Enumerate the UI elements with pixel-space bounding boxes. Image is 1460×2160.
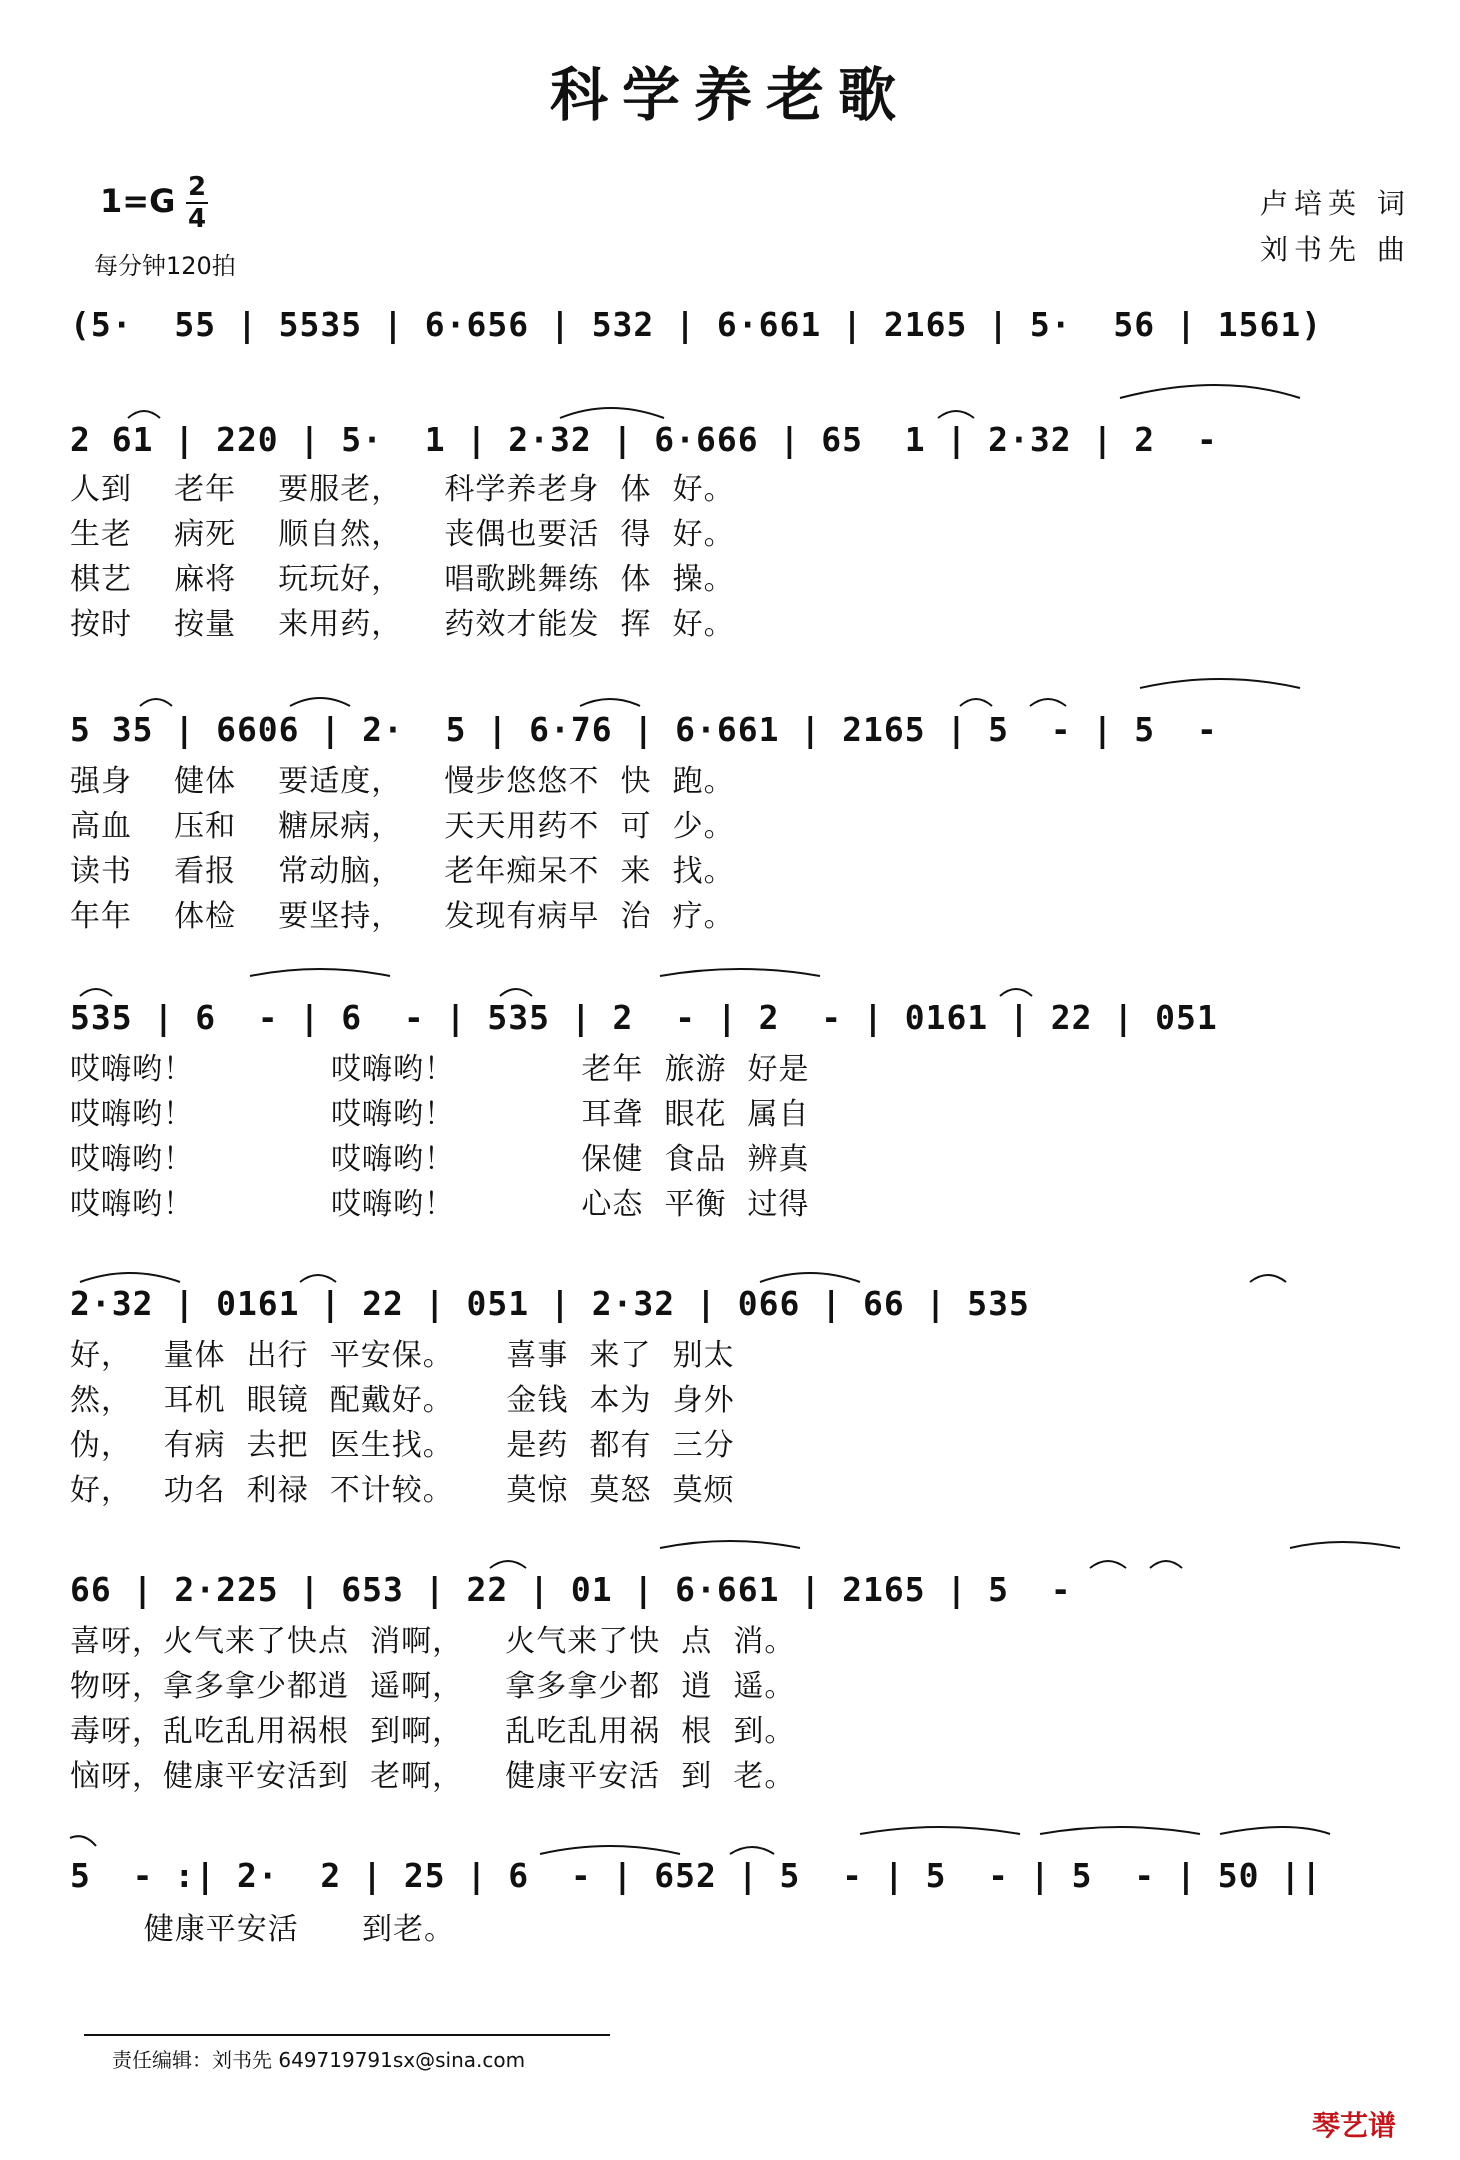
system-2-lyric-verse-3: 读书 看报 常动脑， 老年痴呆不 来 找。 bbox=[70, 854, 735, 889]
key-signature: 1=G bbox=[100, 182, 176, 220]
brand-logo-text: 琴艺谱 bbox=[1312, 2109, 1397, 2142]
system-2-lyric-verse-1: 强身 健体 要适度， 慢步悠悠不 快 跑。 bbox=[70, 764, 735, 799]
system-5-lyric-verse-4: 恼呀，健康平安活到 老啊， 健康平安活 到 老。 bbox=[70, 1759, 796, 1794]
system-4-lyric-verse-2: 然， 耳机 眼镜 配戴好。 金钱 本为 身外 bbox=[70, 1383, 735, 1418]
system-1-lyric-verse-4: 按时 按量 来用药， 药效才能发 挥 好。 bbox=[70, 607, 735, 642]
system-3-notation: 535 | 6 - | 6 - | 535 | 2 - | 2 - | 0161 | 22 | 051 bbox=[70, 998, 1218, 1037]
footer-rule bbox=[84, 2034, 610, 2036]
system-4-notation: 2·32 | 0161 | 22 | 051 | 2·32 | 066 | 66 | 535 bbox=[70, 1284, 1030, 1323]
system-6-lyric-verse-1: 健康平安活 到老。 bbox=[70, 1912, 455, 1947]
system-3-lyric-verse-1: 哎嗨哟！ 哎嗨哟！ 老年 旅游 好是 bbox=[70, 1052, 810, 1087]
time-signature-top: 2 bbox=[187, 172, 207, 202]
system-3-lyric-verse-2: 哎嗨哟！ 哎嗨哟！ 耳聋 眼花 属自 bbox=[70, 1097, 810, 1132]
editor-credit: 责任编辑：刘书先 649719791sx@sina.com bbox=[112, 2048, 526, 2072]
system-5-lyric-verse-1: 喜呀，火气来了快点 消啊， 火气来了快 点 消。 bbox=[70, 1624, 796, 1659]
system-3-lyric-verse-3: 哎嗨哟！ 哎嗨哟！ 保健 食品 辨真 bbox=[70, 1142, 810, 1177]
system-5-lyric-verse-2: 物呀，拿多拿少都逍 遥啊， 拿多拿少都 逍 遥。 bbox=[70, 1669, 796, 1704]
system-5-lyric-verse-3: 毒呀，乱吃乱用祸根 到啊， 乱吃乱用祸 根 到。 bbox=[70, 1714, 796, 1749]
brand-logo bbox=[1312, 2104, 1396, 2144]
time-signature-bottom: 4 bbox=[187, 204, 207, 234]
system-1-lyric-verse-1: 人到 老年 要服老， 科学养老身 体 好。 bbox=[70, 472, 735, 507]
lyricist-credit: 卢培英 词 bbox=[1260, 187, 1411, 220]
system-5-notation: 66 | 2·225 | 653 | 22 | 01 | 6·661 | 2165 | 5 - bbox=[70, 1570, 1072, 1609]
tempo-marking: 每分钟120拍 bbox=[94, 252, 236, 280]
system-2-notation: 5 35 | 6606 | 2· 5 | 6·76 | 6·661 | 2165 | 5 - | 5 - bbox=[70, 710, 1218, 749]
system-4-lyric-verse-1: 好， 量体 出行 平安保。 喜事 来了 别太 bbox=[70, 1338, 735, 1373]
song-title: 科学养老歌 bbox=[549, 61, 910, 129]
system-3-lyric-verse-4: 哎嗨哟！ 哎嗨哟！ 心态 平衡 过得 bbox=[70, 1187, 810, 1222]
composer-credit: 刘书先 曲 bbox=[1260, 233, 1411, 266]
system-2-lyric-verse-4: 年年 体检 要坚持， 发现有病早 治 疗。 bbox=[70, 899, 735, 934]
system-1-lyric-verse-3: 棋艺 麻将 玩玩好， 唱歌跳舞练 体 操。 bbox=[70, 562, 735, 597]
system-6-notation: 5 - :| 2· 2 | 25 | 6 - | 652 | 5 - | 5 - | 5 - | 50 || bbox=[70, 1856, 1323, 1895]
system-1-lyric-verse-2: 生老 病死 顺自然， 丧偶也要活 得 好。 bbox=[70, 517, 735, 552]
intro-notation: (5· 55 | 5535 | 6·656 | 532 | 6·661 | 2165 | 5· 56 | 1561) bbox=[70, 305, 1323, 344]
system-4-lyric-verse-4: 好， 功名 利禄 不计较。 莫惊 莫怒 莫烦 bbox=[70, 1473, 735, 1508]
system-2-lyric-verse-2: 高血 压和 糖尿病， 天天用药不 可 少。 bbox=[70, 809, 735, 844]
system-4-lyric-verse-3: 伪， 有病 去把 医生找。 是药 都有 三分 bbox=[70, 1428, 735, 1463]
system-1-notation: 2 61 | 220 | 5· 1 | 2·32 | 6·666 | 65 1 | 2·32 | 2 - bbox=[70, 420, 1218, 459]
